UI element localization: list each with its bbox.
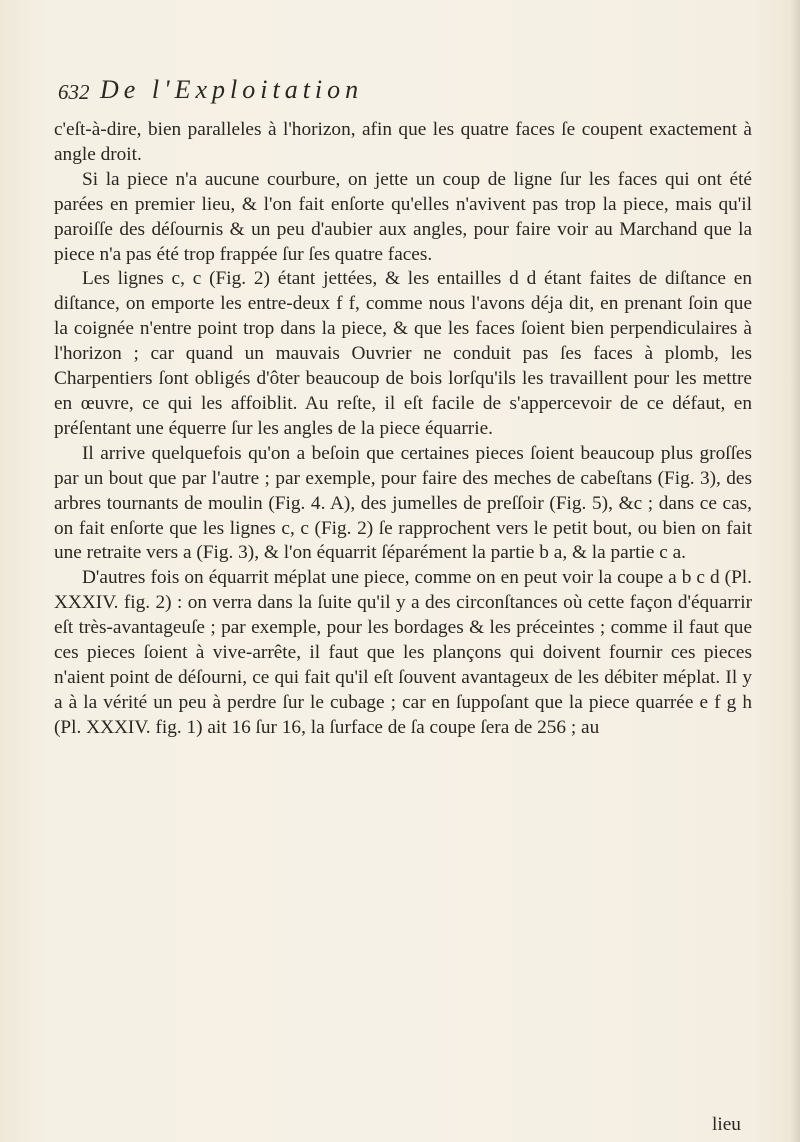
paragraph-1: c'eſt-à-dire, bien paralleles à l'horizon, afin que les quatre faces ſe coupent exactement à angle droit.: [54, 119, 752, 165]
page-header: [58, 75, 758, 114]
paragraph-3: Les lignes c, c (Fig. 2) étant jettées, & les entailles d d étant faites de diſtance en diſtance, on emporte les entre-deux f f, comme nous l'avons déja dit, en prenant ſoin que la coignée n'entre point trop dans la piece, & que les faces ſoient bien perpendiculaires à l'horizon ; car quand un mauvais Ouvrier ne conduit pas ſes faces à plomb, les Charpentiers ſont obligés d'ôter beaucoup de bois lorſqu'ils les travaillent pour les mettre en œuvre, ce qui les affoiblit. Au reſte, il eſt facile de s'appercevoir de ce défaut, en préſentant une équerre ſur les angles de la piece équarrie.: [54, 268, 752, 439]
page-edge-shadow: [790, 0, 800, 1142]
body-text: [54, 118, 752, 741]
running-title: De l'Exploitation: [100, 75, 364, 104]
paragraph-2: Si la piece n'a aucune courbure, on jette un coup de ligne ſur les faces qui ont été parées en premier lieu, & l'on fait enſorte qu'elles n'avivent pas trop la piece, mais qu'il paroiſſe des déſournis & un peu d'aubier aux angles, pour faire voir au Marchand que la piece n'a pas été trop frappée ſur ſes quatre faces.: [54, 168, 752, 265]
page-number: 632: [58, 80, 90, 104]
paragraph-4: Il arrive quelquefois qu'on a beſoin que certaines pieces ſoient beaucoup plus groſſes par un bout que par l'autre ; par exemple, pour faire des meches de cabeſtans (Fig. 3), des arbres tournants de moulin (Fig. 4. A), des jumelles de preſſoir (Fig. 5), &c ; dans ce cas, on fait enſorte que les lignes c, c (Fig. 2) ſe rapprochent vers le petit bout, ou bien on fait une retraite vers a (Fig. 3), & l'on équarrit ſéparément la partie b a, & la partie c a.: [54, 442, 752, 564]
catchword: lieu: [712, 1114, 741, 1135]
paragraph-5: D'autres fois on équarrit méplat une piece, comme on en peut voir la coupe a b c d (Pl. XXXIV. fig. 2) : on verra dans la ſuite qu'il y a des circonſtances où cette façon d'équarrir eſt très-avantageuſe ; par exemple, pour les bordages & les préceintes ; comme il faut que ces pieces ſoient à vive-arrête, il faut que les plançons qui doivent fournir ces pieces n'aient point de déſourni, ce qui fait qu'il eſt ſouvent avantageux de les débiter méplat. Il y a à la vérité un peu à perdre ſur le cubage ; car en ſuppoſant que la piece quarrée e f g h (Pl. XXXIV. fig. 1) ait 16 ſur 16, la ſurface de ſa coupe ſera de 256 ; au: [54, 567, 752, 738]
